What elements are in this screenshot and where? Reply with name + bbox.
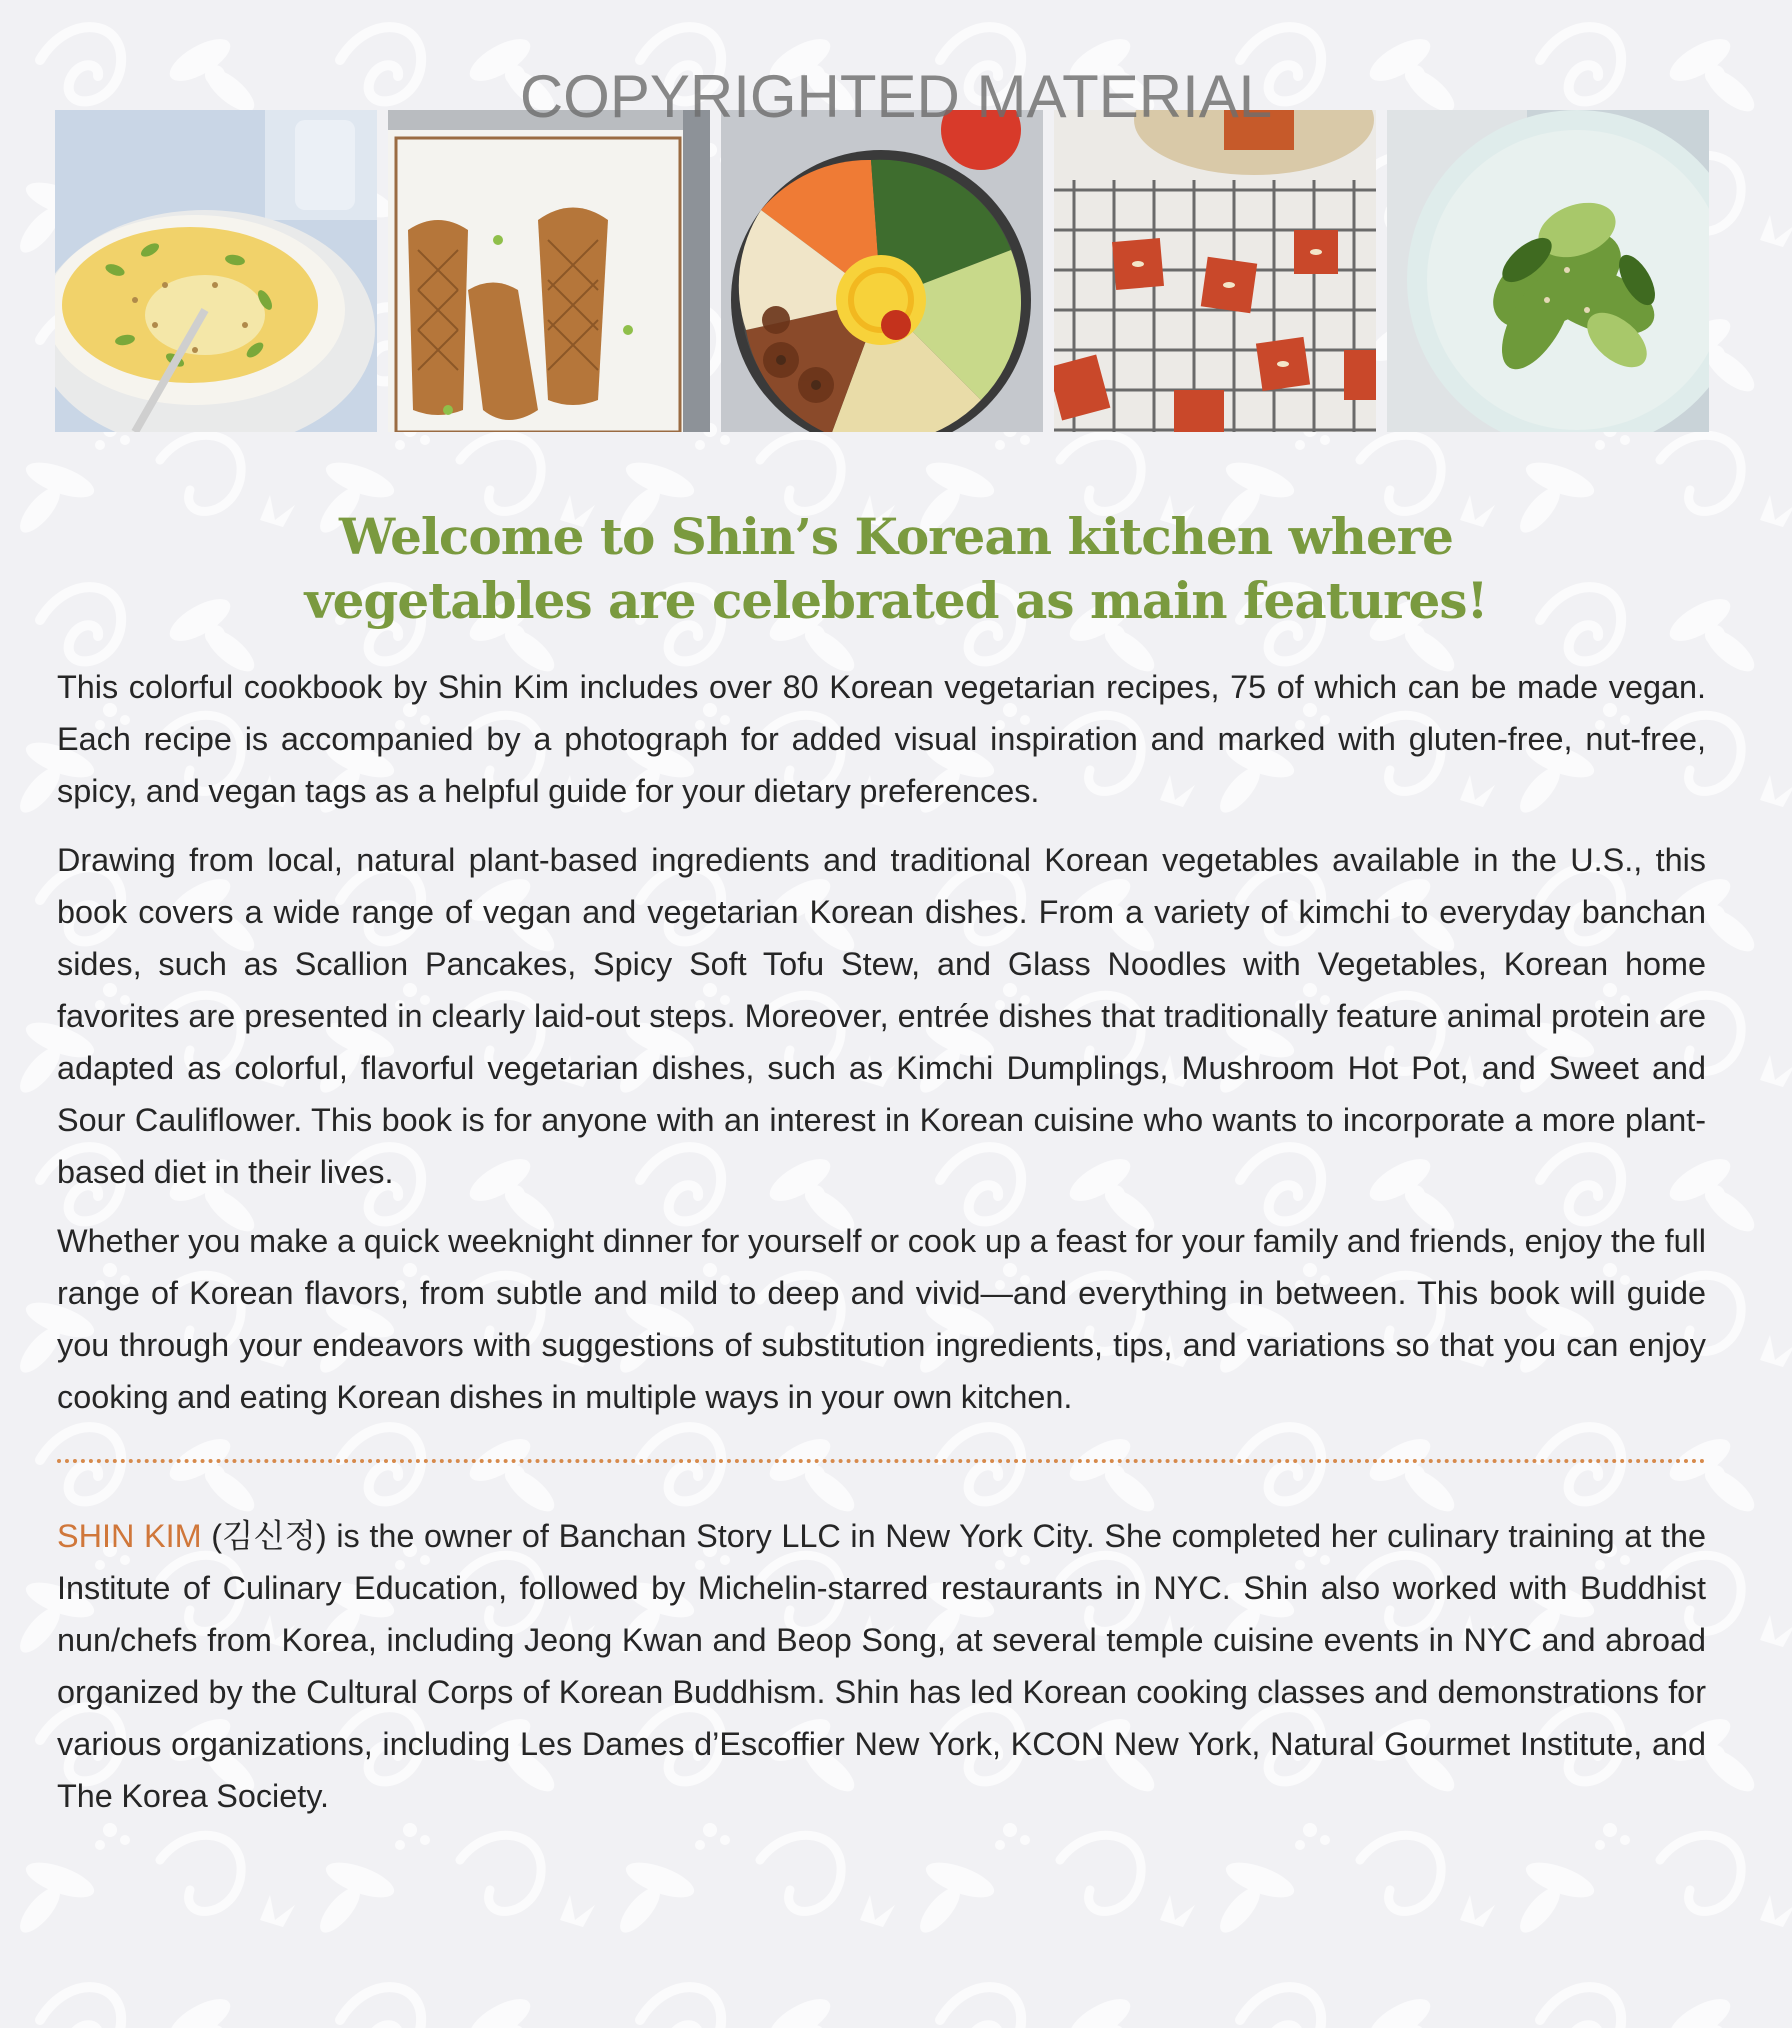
egg-custard-image (55, 110, 377, 432)
author-bio-text: is the owner of Banchan Story LLC in New York City. She completed her culinary training at the Institute of Culinary Education, followed by Michelin-starred restaurants in NYC. Shin also worked with Buddhist nun/chefs from Korea, including Jeong Kwan and Beop Song, at several temple cuisine events in NYC and abroad organized by the Cultural Corps of Korean Buddhism. Shin has led Korean cooking classes and demonstrations for various organizations, including Les Dames d’Escoffier New York, KCON New York, Natural Gourmet Institute, and The Korea Society. (57, 1518, 1706, 1814)
author-korean-name: (김신정) (211, 1518, 327, 1554)
grilled-mushroom-image (388, 110, 710, 432)
grilled-mushroom-photo (388, 110, 710, 432)
author-bio (57, 1510, 1706, 1822)
headline-line-1: Welcome to Shin’s Korean kitchen where (339, 507, 1453, 566)
candied-squares-image (1054, 110, 1376, 432)
headline-line-2: vegetables are celebrated as main features! (304, 571, 1488, 630)
bibimbap-image (721, 110, 1043, 432)
description-paragraph: Drawing from local, natural plant-based ingredients and traditional Korean vegetables available in the U.S., this book covers a wide range of vegan and vegetarian Korean dishes. From a variety of kimchi to everyday banchan sides, such as Scallion Pancakes, Spicy Soft Tofu Stew, and Glass Noodles with Vegetables, Korean home favorites are presented in clearly laid-out steps. Moreover, entrée dishes that traditionally feature animal protein are adapted as colorful, flavorful vegetarian dishes, such as Kimchi Dumplings, Mushroom Hot Pot, and Sweet and Sour Cauliflower. This book is for anyone with an interest in Korean cuisine who wants to incorporate a more plant-based diet in their lives. (57, 842, 1706, 1190)
bibimbap-photo (721, 110, 1043, 432)
greens-salad-photo (1387, 110, 1709, 432)
author-name: SHIN KIM (57, 1518, 202, 1554)
closing-paragraph: Whether you make a quick weeknight dinner for yourself or cook up a feast for your family and friends, enjoy the full range of Korean flavors, from subtle and mild to deep and vivid—and everything in between. This book will guide you through your endeavors with suggestions of substitution ingredients, tips, and variations so that you can enjoy cooking and eating Korean dishes in multiple ways in your own kitchen. (57, 1223, 1706, 1415)
dotted-divider (57, 1459, 1706, 1463)
copyright-watermark: COPYRIGHTED MATERIAL (519, 63, 1273, 130)
greens-salad-image (1387, 110, 1709, 432)
headline (0, 505, 1792, 633)
candied-squares-photo (1054, 110, 1376, 432)
photo-strip (55, 110, 1707, 432)
intro-paragraph: This colorful cookbook by Shin Kim includes over 80 Korean vegetarian recipes, 75 of which can be made vegan. Each recipe is accompanied by a photograph for added visual inspiration and marked with gluten-free, nut-free, spicy, and vegan tags as a helpful guide for your dietary preferences. (57, 669, 1706, 809)
egg-custard-photo (55, 110, 377, 432)
